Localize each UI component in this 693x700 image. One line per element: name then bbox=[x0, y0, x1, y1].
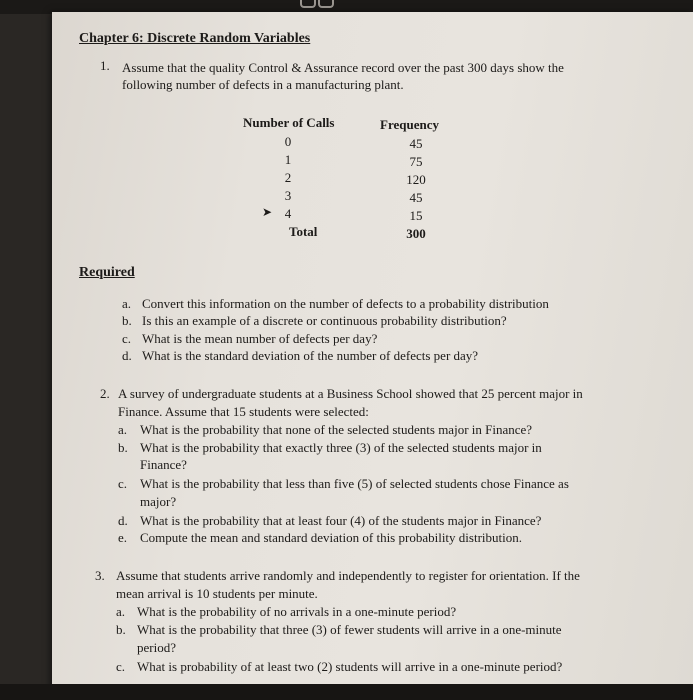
table-cell-calls: 1 bbox=[284, 152, 292, 167]
q2-b-text: What is the probability that exactly three (3) of the selected students major in bbox=[140, 440, 542, 455]
q3-line2: mean arrival is 10 students per minute. bbox=[116, 586, 318, 601]
required-heading: Required bbox=[79, 265, 135, 280]
q2-e-letter: e. bbox=[118, 530, 128, 545]
q2-c-text: What is the probability that less than five (5) of selected students chose Finance as bbox=[140, 476, 569, 491]
table-cell-freq: 45 bbox=[409, 136, 423, 151]
q2-number: 2. bbox=[100, 386, 110, 401]
required-item: Is this an example of a discrete or continuous probability distribution? bbox=[142, 313, 507, 328]
q2-line1: A survey of undergraduate students at a Business School showed that 25 percent major in bbox=[118, 386, 583, 401]
table-total-label: Total bbox=[289, 224, 318, 239]
required-item: What is the mean number of defects per day? bbox=[142, 331, 378, 346]
chapter-title: Chapter 6: Discrete Random Variables bbox=[79, 31, 311, 46]
table-cell-freq: 75 bbox=[409, 154, 423, 169]
bottom-bar bbox=[0, 684, 693, 700]
q1-line1: Assume that the quality Control & Assurance record over the past 300 days show the bbox=[122, 60, 564, 75]
q1-number: 1. bbox=[100, 58, 110, 73]
partial-icon bbox=[300, 0, 316, 8]
table-cell-freq: 45 bbox=[409, 190, 423, 205]
q2-d-letter: d. bbox=[118, 513, 128, 528]
table-total-value: 300 bbox=[406, 226, 426, 241]
q1-line2: following number of defects in a manufacturing plant. bbox=[122, 77, 404, 92]
q2-b-letter: b. bbox=[118, 440, 128, 455]
table-cell-freq: 15 bbox=[409, 208, 423, 223]
table-cell-calls: 2 bbox=[284, 170, 292, 185]
q2-a-letter: a. bbox=[118, 422, 128, 437]
q2-line2: Finance. Assume that 15 students were selected: bbox=[118, 404, 369, 419]
cursor-arrow-icon: ➤ bbox=[262, 205, 273, 219]
q3-b-text: What is the probability that three (3) of fewer students will arrive in a one-minute bbox=[137, 622, 562, 637]
required-letter: a. bbox=[122, 296, 132, 311]
table-header-frequency: Frequency bbox=[380, 117, 439, 132]
table-cell-freq: 120 bbox=[406, 172, 426, 187]
table-header-calls: Number of Calls bbox=[243, 115, 335, 130]
q3-c-text: What is probability of at least two (2) students will arrive in a one-minute period? bbox=[137, 659, 563, 674]
q3-number: 3. bbox=[95, 568, 105, 583]
required-letter: c. bbox=[122, 331, 132, 346]
table-cell-calls: 4 bbox=[284, 206, 292, 221]
q2-d-text: What is the probability that at least four (4) of the students major in Finance? bbox=[140, 513, 542, 528]
q2-a-text: What is the probability that none of the selected students major in Finance? bbox=[140, 422, 533, 437]
required-letter: b. bbox=[122, 313, 132, 328]
q3-c-letter: c. bbox=[116, 659, 126, 674]
q3-line1: Assume that students arrive randomly and independently to register for orientation. If the bbox=[116, 568, 580, 583]
required-letter: d. bbox=[122, 348, 132, 363]
q2-b-text-cont: Finance? bbox=[140, 457, 187, 472]
q2-c-text-cont: major? bbox=[140, 494, 177, 509]
q3-a-text: What is the probability of no arrivals in a one-minute period? bbox=[137, 604, 457, 619]
required-item: What is the standard deviation of the number of defects per day? bbox=[142, 348, 479, 363]
q3-b-letter: b. bbox=[116, 622, 126, 637]
q3-a-letter: a. bbox=[116, 604, 126, 619]
table-cell-calls: 0 bbox=[284, 134, 292, 149]
q3-b-text-cont: period? bbox=[137, 640, 176, 655]
table-cell-calls: 3 bbox=[284, 188, 292, 203]
q2-e-text: Compute the mean and standard deviation of this probability distribution. bbox=[140, 530, 522, 545]
q2-c-letter: c. bbox=[118, 476, 128, 491]
required-item: Convert this information on the number of defects to a probability distribution bbox=[142, 296, 549, 311]
partial-icon bbox=[318, 0, 334, 8]
